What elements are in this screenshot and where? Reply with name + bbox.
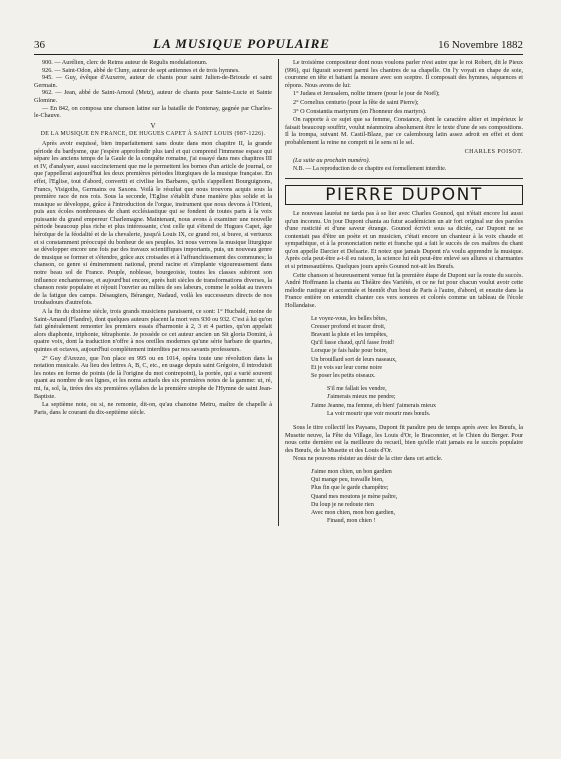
article-paragraph: Sous le titre collectif les Paysans, Dupont fit paraître peu de temps après avec les Bœufs, la Musette neuve, la Fête du Village, les Louis d'Or, le Braconnier, et le Chien du Berger. Pour nous cette dernière est la meilleure du recueil, bien qu'elle n'ait jamais eu le succès populaire des Bœufs, de la Musette et des Louis d'Or.	[285, 424, 523, 454]
journal-title: LA MUSIQUE POPULAIRE	[153, 36, 330, 51]
verse-line: Lorsque je fais halte pour boire,	[311, 348, 388, 355]
verse-line: Qui mange peu, travaille bien,	[311, 477, 384, 484]
reproduction-notice: N.B. — La reproduction de ce chapitre est formellement interdite.	[293, 165, 447, 172]
page-header	[34, 36, 523, 55]
composition-list-item: 3° O Constantia martyrum (en l'honneur des martyrs).	[293, 107, 427, 115]
refrain-line: J'aimerais mieux me pendre;	[327, 394, 396, 401]
verse-line: Se poser les petits oiseaux.	[311, 373, 376, 380]
body-paragraph: La septième note, ou si, ne remonte, dit-on, qu'au chanoine Metru, maître de chapelle à Paris, dans le courant du dix-septième siècle.	[34, 401, 272, 416]
issue-date: 16 Novembre 1882	[438, 39, 523, 51]
chronology-entry: 900. — Aurélien, clerc de Reims auteur de Regulis modulationum.	[42, 59, 208, 66]
refrain-line: J'aime Jeanne, ma femme, eh bien! j'aimerais mieux	[311, 402, 436, 409]
verse-line: J'aime mon chien, un bon gardien	[311, 469, 392, 476]
chronology-entry: — En 842, on composa une chanson latine sur la bataille de Fontenay, gagnée par Charles-le-Chauve.	[34, 104, 272, 120]
refrain-line: S'il me fallait les vendre,	[327, 386, 387, 393]
body-paragraph: On rapporte à ce sujet que sa femme, Constance, dont le caractère altier et impérieux le faisait beaucoup souffrir, voulut néanmoins absolument être le texte d'une de ses compositions. Il la trompa, suivant M. Castil-Blaze, par ce calembourg latin assez adroit en effet et dont probablement la reine ne comprit ni le sens ni le sel.	[285, 116, 523, 146]
verse-line: Un brouillard sort de leurs naseaux,	[311, 356, 397, 363]
article-paragraph: Nous ne pouvons résister au désir de la citer dans cet article.	[293, 455, 443, 463]
verse-line: Qu'il fasse chaud, qu'il fasse froid!	[311, 340, 395, 347]
verse-line: Et je vois sur leur corne noire	[311, 364, 382, 371]
two-column-body	[34, 59, 523, 526]
divider	[285, 178, 523, 179]
to-be-continued: (La suite au prochain numéro).	[293, 157, 371, 165]
article-title: PIERRE DUPONT	[325, 185, 483, 206]
verse-line: Quand mes moutons je mène paître,	[311, 493, 398, 500]
body-paragraph: Après avoir esquissé, bien imparfaitement sans doute dans mon chapitre II, la grande période du bardysme, que j'espère approfondir plus tard et qui comprend l'immense espace qui sépare les anciens temps de la Gaule de la conquête romaine, j'ai essayé dans mes chapitres III et IV, d'analyser, aussi succinctement que me le permettent les bornes d'un article de journal, ce que j'appellerai aujourd'hui les deux premières périodes liturgiques de la musique française. En effet, l'Eglise, tout d'abord, convertit et civilise les Barbares, qu'ils s'appellent Bourguignons, Francs, Visigoths, Germains ou Saxons. Voilà le résultat que nous trouvons acquis sous la première race de nos rois. Sous la seconde, l'Eglise s'établit d'une manière plus solide et la musique se développe, grâce à l'introduction de l'orgue, instrument que nous devons à l'Orient, puis aux écoles nombreuses de chant ecclésiastique qui se fondent de toutes parts à la voix puissante du grand empereur Charlemagne. Maintenant, nous avons à examiner une nouvelle période beaucoup plus riche et plus intéressante, c'est celle qui s'étend de Hugues Capet, âge héroïque de la féodalité et de la chevalerie, jusqu'à Louis IX, ce grand roi, si brave, si vertueux et si constamment préoccupé du bonheur de ses peuples. Ici nous verrons la musique liturgique se développer encore une fois par des travaux scientifiques importants, puis, un nouveau genre de musique se former et s'étendre, grâce aux croisades et à l'affranchissement des communes; la chanson, ce genre si éminemment national, prend racine et s'implante vigoureusement dans notre beau sol de France. Peuple, noblesse, bourgeoisie, toutes les classes subiront son influence enchanteresse, et aujourd'hui encore, après huit siècles de transformations diverses, la chanson reste populaire et réjouit l'ouvrier au milieu de ses labeurs, comme le soldat au travers de la fatigue des camps. Désaugiers, Béranger, Nadaud, voilà les successeurs directs de nos troubadours d'autrefois.	[34, 139, 272, 307]
verse-line: Avec mon chien, mon bon gardien,	[311, 510, 396, 517]
verse-line: Bravant la pluie et les tempêtes,	[311, 332, 388, 339]
verse-line: Le voyez-vous, les belles bêtes,	[311, 315, 387, 322]
body-paragraph: A la fin du dixième siècle, trois grands musiciens paraissent, ce sont: 1° Hucbald, moine de Saint-Amand (Flandre), dont quelques auteurs placent la mort vers 930 ou 932. C'est à lui qu'on fait généralement remonter les premiers essais d'harmonie à 2, 3 et 4 parties, qu'on appelait alors diaphonie, triphonie, tétraphonie. Je possède ce cet auteur ancien un Sit gloria Domini, à quatre voix, dont la traduction n'offre à nos oreilles modernes qu'une série barbare de quartes, quintes et octaves, aujourd'hui complètement interdites par nos savants professeurs.	[34, 308, 272, 353]
right-column	[279, 59, 523, 526]
author-signature: CHARLES POISOT.	[464, 148, 523, 155]
composition-list-item: 1° Judæa et Jerusalem, nolite timere (pour le jour de Noël);	[293, 90, 440, 98]
chronology-entry: 962. — Jean, abbé de Saint-Arnoul (Metz), auteur de chants pour Sainte-Lucie et Sainte Glomine.	[34, 89, 272, 104]
article-title-box	[285, 185, 523, 205]
chronology-entry: 926. — Saint-Odon, abbé de Cluny, auteur de sept antiennes et de trois hymnes.	[42, 66, 240, 74]
refrain-line: La voir mourir que voir mourir mes bœufs.	[327, 410, 431, 417]
verse-line: Creuser profond et tracer droit,	[311, 323, 386, 330]
article-paragraph: Cette chanson si heureusement venue fut la première étape de Dupont sur la route du succès. André Hoffmann la chanta au Théâtre des Variétés, et ce ne fut pour chacun voulut avoir cette mélodie rustique et accentuée et bientôt d'un bout de Paris à l'autre, d'abord, et ensuite dans la France entière on entendit chanter ces vers sonores et colorés comme un tableau de l'école Hollandaise.	[285, 271, 523, 310]
article-paragraph: Le nouveau lauréat ne tarda pas à se lier avec Charles Gounod, qui n'était encore lui aussi qu'un inconnu. Un jour Dupont chanta au futur académicien un air fort original sur des paroles d'une rusticité et d'une saveur étrange. Gounod écrivit sous sa dictée, car Dupont ne se contentait pas d'être un poète et un musicien, c'était encore un chanteur à la voix chaude et sympathique, et à la prononciation nette et franche qui a fait le succès de ces maîtres du chant qu'on appelle Darcier et Delsarte. Et notez que jamais Dupont n'a voulu apprendre la musique. Après cela peut-être a-t-il eu raison, la science lui eût peut-être enlevé ses allures si charmantes et si primesautières. Quelques jours après Gounod not-ait les Bœufs.	[285, 209, 523, 271]
page-number: 36	[34, 39, 45, 51]
verse-line: Plus fin que le garde champêtre;	[311, 485, 389, 492]
composition-list-item: 2° Cornelius centurio (pour la fête de saint Pierre);	[293, 98, 419, 106]
left-column	[34, 59, 279, 526]
chronology-entry: 945. — Guy, évêque d'Auxerre, auteur de chants pour saint Julien-de-Brioude et saint Germain.	[34, 74, 272, 89]
body-paragraph: Le troisième compositeur dont nous voulons parler n'est autre que le roi Robert, dit le Pieux (996), qui figurait souvent parmi les chantres de sa chapelle. On l'y voyait en chape de soie, couronne en tête et battant la mesure avec son sceptre. Il composait des hymnes, séquences et répons. Nous avons de lui:	[285, 59, 523, 89]
chapter-number: V	[150, 121, 156, 130]
body-paragraph: 2° Guy d'Arezzo, que l'on place en 995 ou en 1014, opéra toute une révolution dans la notation musicale. Au lieu des lettres A, B, C, etc., en usage depuis saint Grégoire, il introduisit les notes en forme de points (de là l'origine du mot contrepoint), la portée, qui a varié souvent quant au nombre de ses lignes, et les noms actuels des six premières notes de la gamme: ut, ré, mi, fa, sol, la, tirées des six premières syllabes de la première strophe de l'Hymne de saint Jean-Baptiste.	[34, 354, 272, 400]
verse-line: Du loup je ne redoute rien	[311, 501, 374, 508]
verse-line: Finaud, mon chien !	[327, 518, 376, 525]
section-title: DE LA MUSIQUE EN FRANCE, DE HUGUES CAPET À SAINT LOUIS (987-1226).	[40, 131, 266, 138]
